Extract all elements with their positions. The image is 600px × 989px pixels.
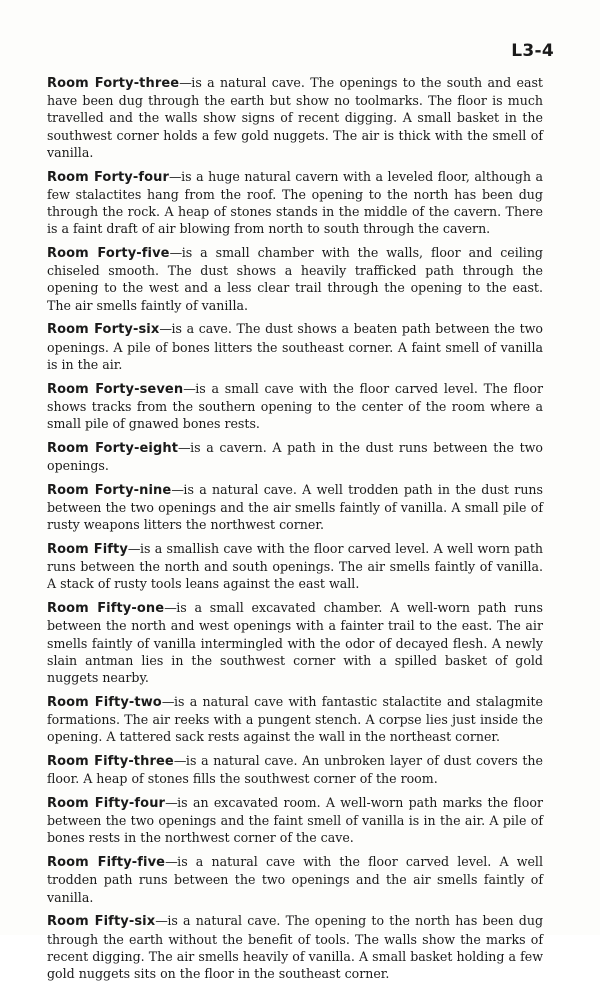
- page-number: L3-4: [511, 41, 554, 61]
- room-text: is a huge natural cavern with a leveled floor, although a few stalactites hang from the roof. The opening to the north has been dug through the rock. A heap of stones stands in the middle of the cavern. There is a faint draft of air blowing from north to south through the cavern.: [47, 168, 543, 237]
- room-entry-49: [47, 481, 543, 534]
- room-text: is a cavern. A path in the dust runs between the two openings.: [47, 439, 544, 474]
- room-entry-46: [47, 320, 543, 373]
- room-title: Room Forty-six: [47, 322, 160, 338]
- room-title: Room Forty-nine: [47, 482, 172, 498]
- room-descriptions: [47, 74, 543, 989]
- room-text: is an excavated room. A well-worn path marks the floor between the two openings and the faint smell of vanilla is in the air. A pile of bones rests in the northwest corner of the cave.: [47, 795, 543, 846]
- em-dash: —: [165, 854, 178, 870]
- room-title: Room Fifty-six: [47, 914, 156, 930]
- em-dash: —: [159, 321, 172, 337]
- em-dash: —: [165, 795, 178, 811]
- room-title: Room Fifty-three: [47, 754, 174, 770]
- room-entry-44: [47, 168, 543, 238]
- room-title: Room Fifty-two: [47, 694, 162, 710]
- room-title: Room Fifty-four: [47, 796, 166, 812]
- room-entry-55: [47, 853, 543, 906]
- room-text: is a natural cave. The openings to the south and east have been dug through the earth but show no toolmarks. The floor is much travelled and the walls show signs of recent digging. A small basket in the southwest corner holds a few gold nuggets. The air is thick with the smell of vanilla.: [47, 75, 543, 160]
- room-title: Room Forty-eight: [47, 440, 179, 456]
- em-dash: —: [164, 600, 177, 616]
- room-entry-47: [47, 380, 543, 433]
- room-text: is a natural cave. The opening to the north has been dug through the earth without the benefit of tools. The walls show the marks of recent digging. The air smells heavily of vanilla. A small basket holding a few gold nuggets sits on the floor in the southeast corner.: [47, 913, 544, 982]
- room-entry-48: [47, 439, 543, 474]
- room-text: is a natural cave with the floor carved level. A well trodden path runs between the two openings and the air smells faintly of vanilla.: [47, 854, 543, 905]
- room-text: is a natural cave with fantastic stalactite and stalagmite formations. The air reeks with a pungent stench. A corpse lies just inside the opening. A tattered sack rests against the wall in the northeast corner.: [47, 693, 544, 745]
- room-title: Room Fifty: [47, 542, 128, 558]
- em-dash: —: [155, 913, 168, 929]
- room-title: Room Forty-three: [47, 76, 180, 91]
- em-dash: —: [169, 168, 182, 184]
- em-dash: —: [127, 541, 140, 557]
- room-entry-54: [47, 794, 543, 847]
- room-entry-50: [47, 540, 543, 593]
- room-title: Room Forty-four: [47, 169, 169, 185]
- em-dash: —: [161, 693, 174, 709]
- room-text: is a natural cave. An unbroken layer of dust covers the floor. A heap of stones fills the southwest corner of the room.: [47, 753, 543, 787]
- em-dash: —: [171, 481, 184, 497]
- room-title: Room Forty-seven: [47, 381, 184, 397]
- em-dash: —: [183, 380, 196, 396]
- em-dash: —: [173, 753, 186, 769]
- room-text: is a small cave with the floor carved level. The floor shows tracks from the southern opening to the center of the room where a small pile of gnawed bones rests.: [47, 380, 543, 432]
- room-entry-52: [47, 693, 543, 746]
- room-entry-53: [47, 752, 543, 787]
- room-entry-45: [47, 244, 543, 314]
- room-text: is a natural cave. A well trodden path in the dust runs between the two openings and the air smells faintly of vanilla. A small pile of rusty weapons litters the northwest corner.: [47, 481, 543, 533]
- room-text: is a small excavated chamber. A well-worn path runs between the north and west openings with a fainter trail to the east. The air smells faintly of vanilla intermingled with the odor of decayed flesh. A newly slain antman lies in the southwest corner with a spilled basket of gold nuggets nearby.: [47, 600, 543, 686]
- em-dash: —: [179, 75, 192, 90]
- em-dash: —: [178, 439, 191, 455]
- room-text: is a small chamber with the walls, floor and ceiling chiseled smooth. The dust shows a heavily trafficked path through the opening to the west and a less clear trail through the opening to the east. The air smells faintly of vanilla.: [47, 245, 543, 313]
- em-dash: —: [169, 245, 182, 261]
- room-entry-56: [47, 912, 543, 982]
- room-title: Room Fifty-five: [47, 855, 166, 871]
- room-entry-51: [47, 599, 543, 686]
- room-entry-43: [47, 74, 543, 161]
- room-title: Room Forty-five: [47, 246, 170, 262]
- room-text: is a cave. The dust shows a beaten path between the two openings. A pile of bones litters the southeast corner. A faint smell of vanilla is in the air.: [47, 321, 543, 372]
- room-text: is a smallish cave with the floor carved level. A well worn path runs between the north and south openings. The air smells faintly of vanilla. A stack of rusty tools leans against the east wall.: [47, 541, 543, 592]
- room-title: Room Fifty-one: [47, 601, 165, 617]
